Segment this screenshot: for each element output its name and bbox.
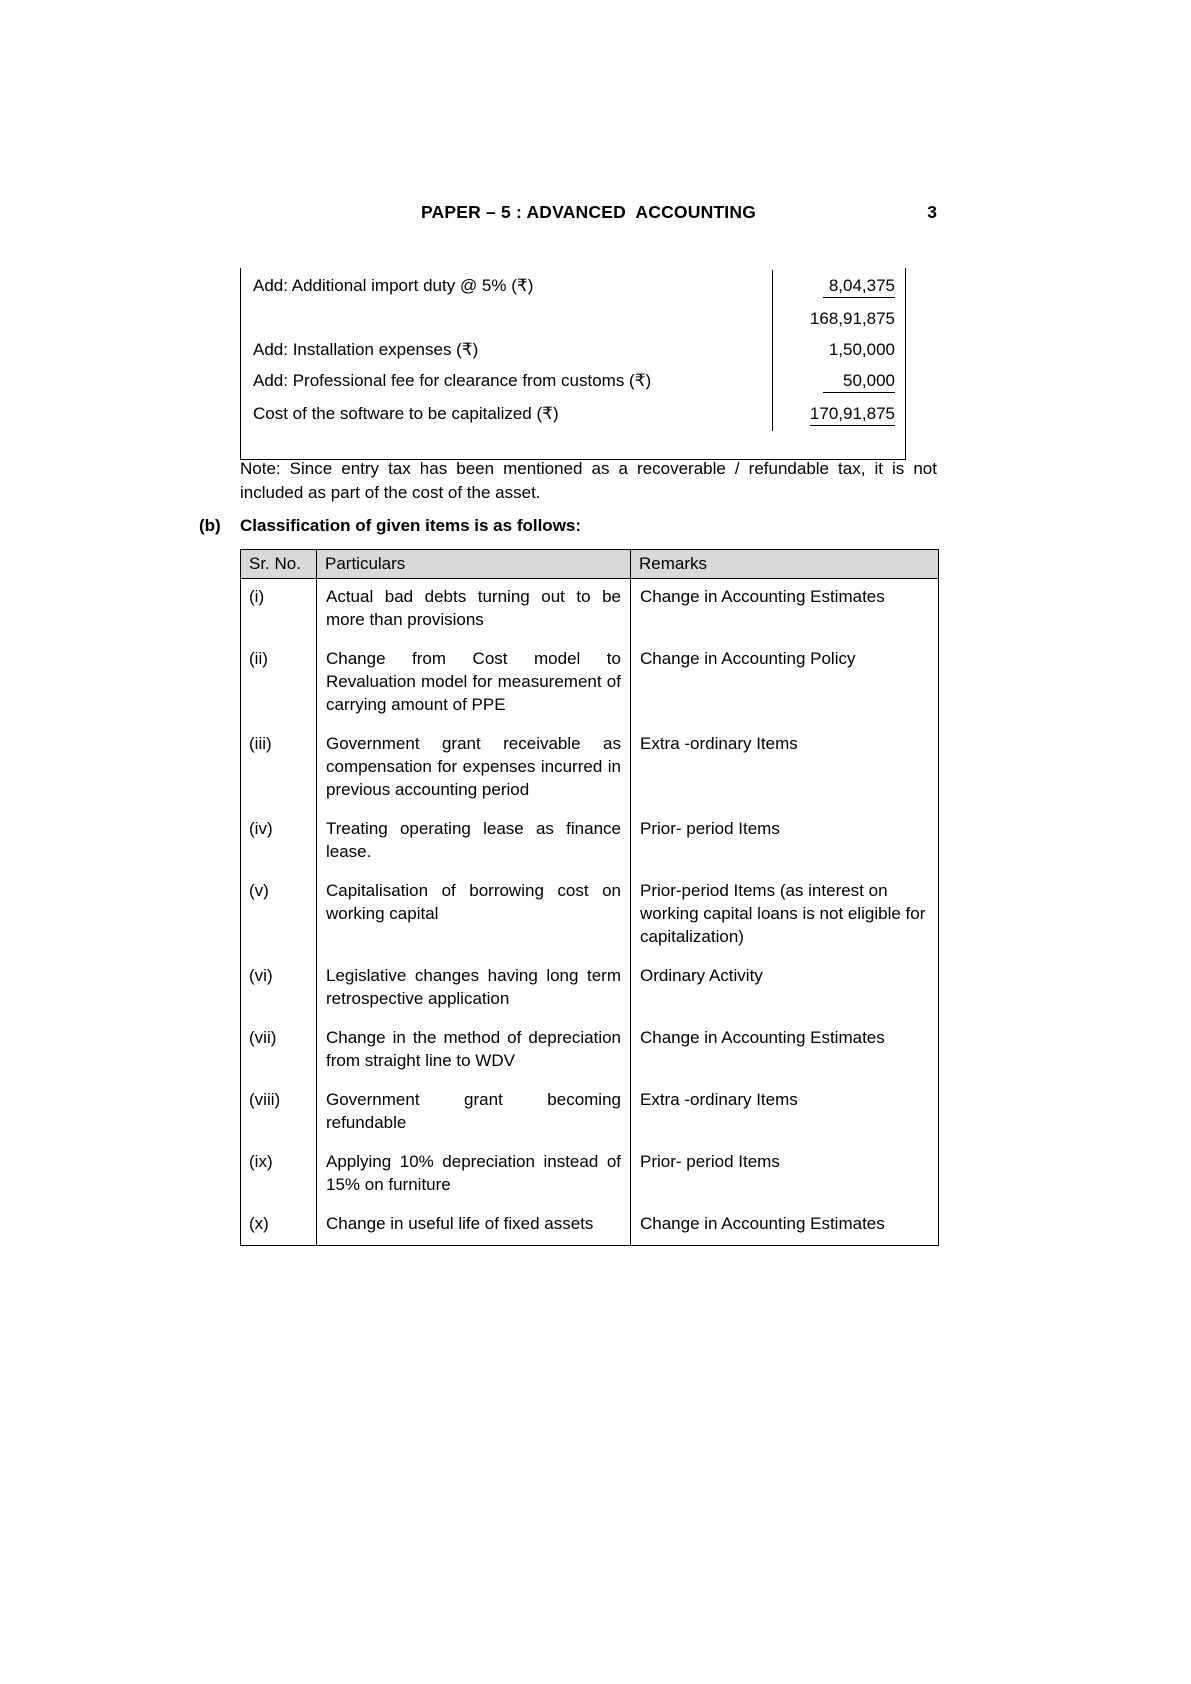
table-row [241, 1206, 939, 1246]
cell-particulars: Applying 10% depreciation instead of 15% on furniture [317, 1144, 631, 1206]
cell-sr-no: (vii) [241, 1020, 317, 1082]
cost-row-amount [772, 303, 905, 334]
cell-particulars: Change from Cost model to Revaluation model for measurement of carrying amount of PPE [317, 641, 631, 726]
cell-remarks: Change in Accounting Estimates [631, 579, 939, 642]
cell-sr-no: (i) [241, 579, 317, 642]
table-row [241, 1020, 939, 1082]
table-row [241, 873, 939, 958]
cell-sr-no: (vi) [241, 958, 317, 1020]
page-header [240, 202, 937, 223]
page-number: 3 [927, 202, 937, 222]
cell-remarks: Change in Accounting Estimates [631, 1020, 939, 1082]
classification-table-wrapper [240, 549, 939, 1246]
cost-row-label [241, 303, 772, 334]
cell-particulars: Government grant becoming refundable [317, 1082, 631, 1144]
cell-remarks: Extra -ordinary Items [631, 1082, 939, 1144]
cell-remarks: Prior- period Items [631, 811, 939, 873]
cost-computation-table [240, 268, 906, 460]
amount-value: 8,04,375 [823, 275, 895, 298]
table-row [241, 958, 939, 1020]
cell-remarks: Extra -ordinary Items [631, 726, 939, 811]
cost-row-amount [772, 270, 905, 303]
amount-value: 50,000 [823, 370, 895, 393]
cell-remarks: Ordinary Activity [631, 958, 939, 1020]
cost-row-amount [772, 365, 905, 398]
cell-particulars: Change in useful life of fixed assets [317, 1206, 631, 1246]
cell-sr-no: (viii) [241, 1082, 317, 1144]
cost-row-label: Add: Additional import duty @ 5% (₹) [253, 276, 534, 295]
section-b-label: (b) [199, 516, 221, 535]
cost-row-label: Cost of the software to be capitalized (₹) [253, 404, 559, 423]
section-b-heading: Classification of given items is as follows: [240, 516, 582, 535]
cell-particulars: Legislative changes having long term retrospective application [317, 958, 631, 1020]
amount-value: 170,91,875 [810, 403, 895, 426]
amount-value: 168,91,875 [809, 309, 895, 328]
col-header-remarks: Remarks [631, 550, 939, 579]
cell-particulars: Capitalisation of borrowing cost on working capital [317, 873, 631, 958]
cell-particulars: Government grant receivable as compensation for expenses incurred in previous accounting period [317, 726, 631, 811]
cell-sr-no: (x) [241, 1206, 317, 1246]
table-row [241, 579, 939, 642]
table-row [241, 1082, 939, 1144]
cost-row-amount [772, 334, 905, 365]
cell-remarks: Prior-period Items (as interest on working capital loans is not eligible for capitalization) [631, 873, 939, 958]
cell-remarks: Change in Accounting Estimates [631, 1206, 939, 1246]
note-text: Note: Since entry tax has been mentioned as a recoverable / refundable tax, it is not included as part of the cost of the asset. [240, 459, 937, 502]
cell-remarks: Change in Accounting Policy [631, 641, 939, 726]
cell-sr-no: (iii) [241, 726, 317, 811]
table-row [241, 811, 939, 873]
cell-particulars: Change in the method of depreciation from straight line to WDV [317, 1020, 631, 1082]
cell-sr-no: (ii) [241, 641, 317, 726]
table-header-row [241, 550, 939, 579]
cost-row-label: Add: Professional fee for clearance from customs (₹) [253, 371, 652, 390]
cost-row [241, 365, 905, 398]
cost-row [241, 334, 905, 365]
classification-table [240, 549, 939, 1246]
cell-sr-no: (ix) [241, 1144, 317, 1206]
table-row [241, 726, 939, 811]
cost-row [241, 303, 905, 334]
cost-row [241, 398, 905, 431]
cost-row-label: Add: Installation expenses (₹) [253, 340, 479, 359]
cost-row-amount [772, 398, 905, 431]
cell-particulars: Actual bad debts turning out to be more than provisions [317, 579, 631, 642]
col-header-particulars: Particulars [317, 550, 631, 579]
table-row [241, 641, 939, 726]
cell-remarks: Prior- period Items [631, 1144, 939, 1206]
cell-sr-no: (iv) [241, 811, 317, 873]
cell-particulars: Treating operating lease as finance lease. [317, 811, 631, 873]
col-header-sr-no: Sr. No. [241, 550, 317, 579]
cost-row [241, 270, 905, 303]
amount-value: 1,50,000 [828, 340, 895, 359]
table-row [241, 1144, 939, 1206]
cell-sr-no: (v) [241, 873, 317, 958]
page-title: PAPER – 5 : ADVANCED ACCOUNTING [420, 202, 757, 222]
